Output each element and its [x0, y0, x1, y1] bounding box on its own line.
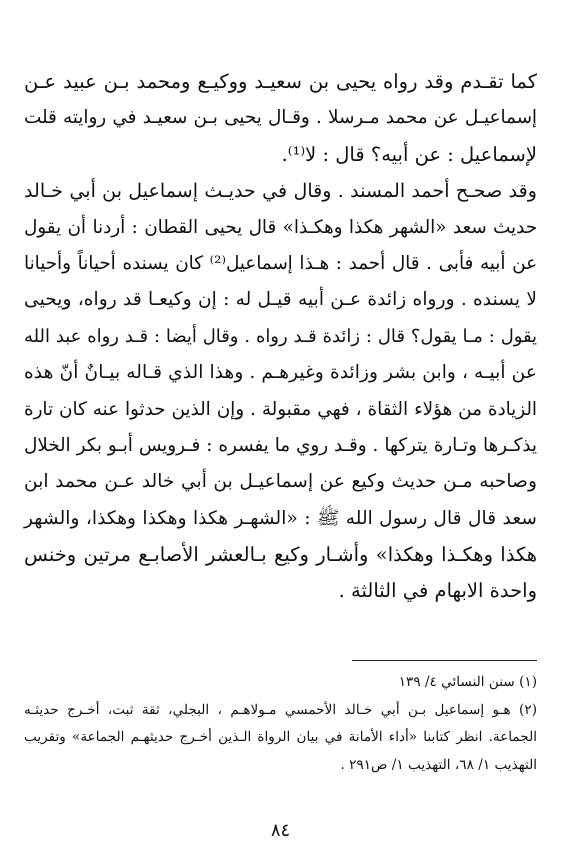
- text-line: عن أبيـه ، وابن بشر وزائدة وغيرهـم . وهذا الذي قـاله بيـانٌ أنّ هذه: [24, 362, 537, 384]
- footnote-line: (١) سنن النسائي ٤/ ١٣٩: [398, 674, 537, 690]
- page-number: ٨٤: [270, 820, 291, 841]
- text-line: حديث سعد «الشهر هكذا وهكـذا» قال يحيى القطان : أردنا أن يقول: [24, 216, 537, 238]
- footnotes: [24, 660, 537, 779]
- text-line: عن أبيه فأبى . قال أحمد : هـذا إسماعيل⁽²⁾ كان يسنده أحياناً وأحيانا: [24, 252, 537, 274]
- text-line: سعد قال قال رسول الله ﷺ : «الشهـر هكذا وهكذا وهكذا، والشهر: [24, 507, 537, 529]
- text-line: وقد صحـح أحمد المسند . وقال في حديـث إسماعيل بن أبي خـالد: [24, 179, 537, 203]
- text-line: لإسماعيل : عن أبيه؟ قال : لا⁽¹⁾.: [281, 142, 537, 166]
- text-line: يقول : مـا يقول؟ قال : زائدة قـد رواه . وقال أيضا : قـد رواه عبد الله: [24, 325, 537, 347]
- footnote-line: (٢) هـو إسماعيل بـن أبي خـالد الأحمسي مـولاهـم ، البجلي، ثقة ثبت، أخـرج حديثـه: [24, 701, 537, 718]
- text-line: إسماعيـل عن محمد مـرسلا . وقـال يحيى بـن سعيـد في روايته قلت: [24, 107, 537, 129]
- text-line: يذكـرها وتـارة يتركها . وقـد روي ما يفسره : فـرويس أبـو بكر الخلال: [24, 434, 537, 456]
- main-text: [24, 64, 537, 610]
- text-line: هكذا وهكـذا وهكذا» وأشـار وكيع بـالعشر الأصابـع مرتين وخنس: [24, 543, 537, 567]
- text-line: كما تقـدم وقد رواه يحيى بن سعيـد ووكيـع ومحمد بـن عبيد عـن: [24, 70, 537, 93]
- text-line: الزيادة من هؤلاء الثقاة ، فهي مقبولة . وإن الذين حدثوا عنه كان تارة: [24, 398, 537, 420]
- footnote-line: الجماعة. انظر كتابنا «أداء الأمانة في بيان الرواة الـذين أخـرج حديثهـم الجماعة» وتقريب: [24, 729, 537, 745]
- text-line: واحدة الابهام في الثالثة .: [338, 579, 537, 603]
- footnote-line: التهذيب ١/ ٦٨، التهذيب ١/ ص٢٩١ .: [340, 756, 537, 773]
- footnote-divider: [352, 660, 537, 661]
- text-line: وصاحبه مـن حديث وكيع عن إسماعيـل بن أبي خالد عـن محمد ابن: [24, 471, 537, 493]
- text-line: لا يسنده . ورواه زائدة عـن أبيه قيـل له : إن وكيعـا قد رواه، ويحيى: [24, 289, 537, 311]
